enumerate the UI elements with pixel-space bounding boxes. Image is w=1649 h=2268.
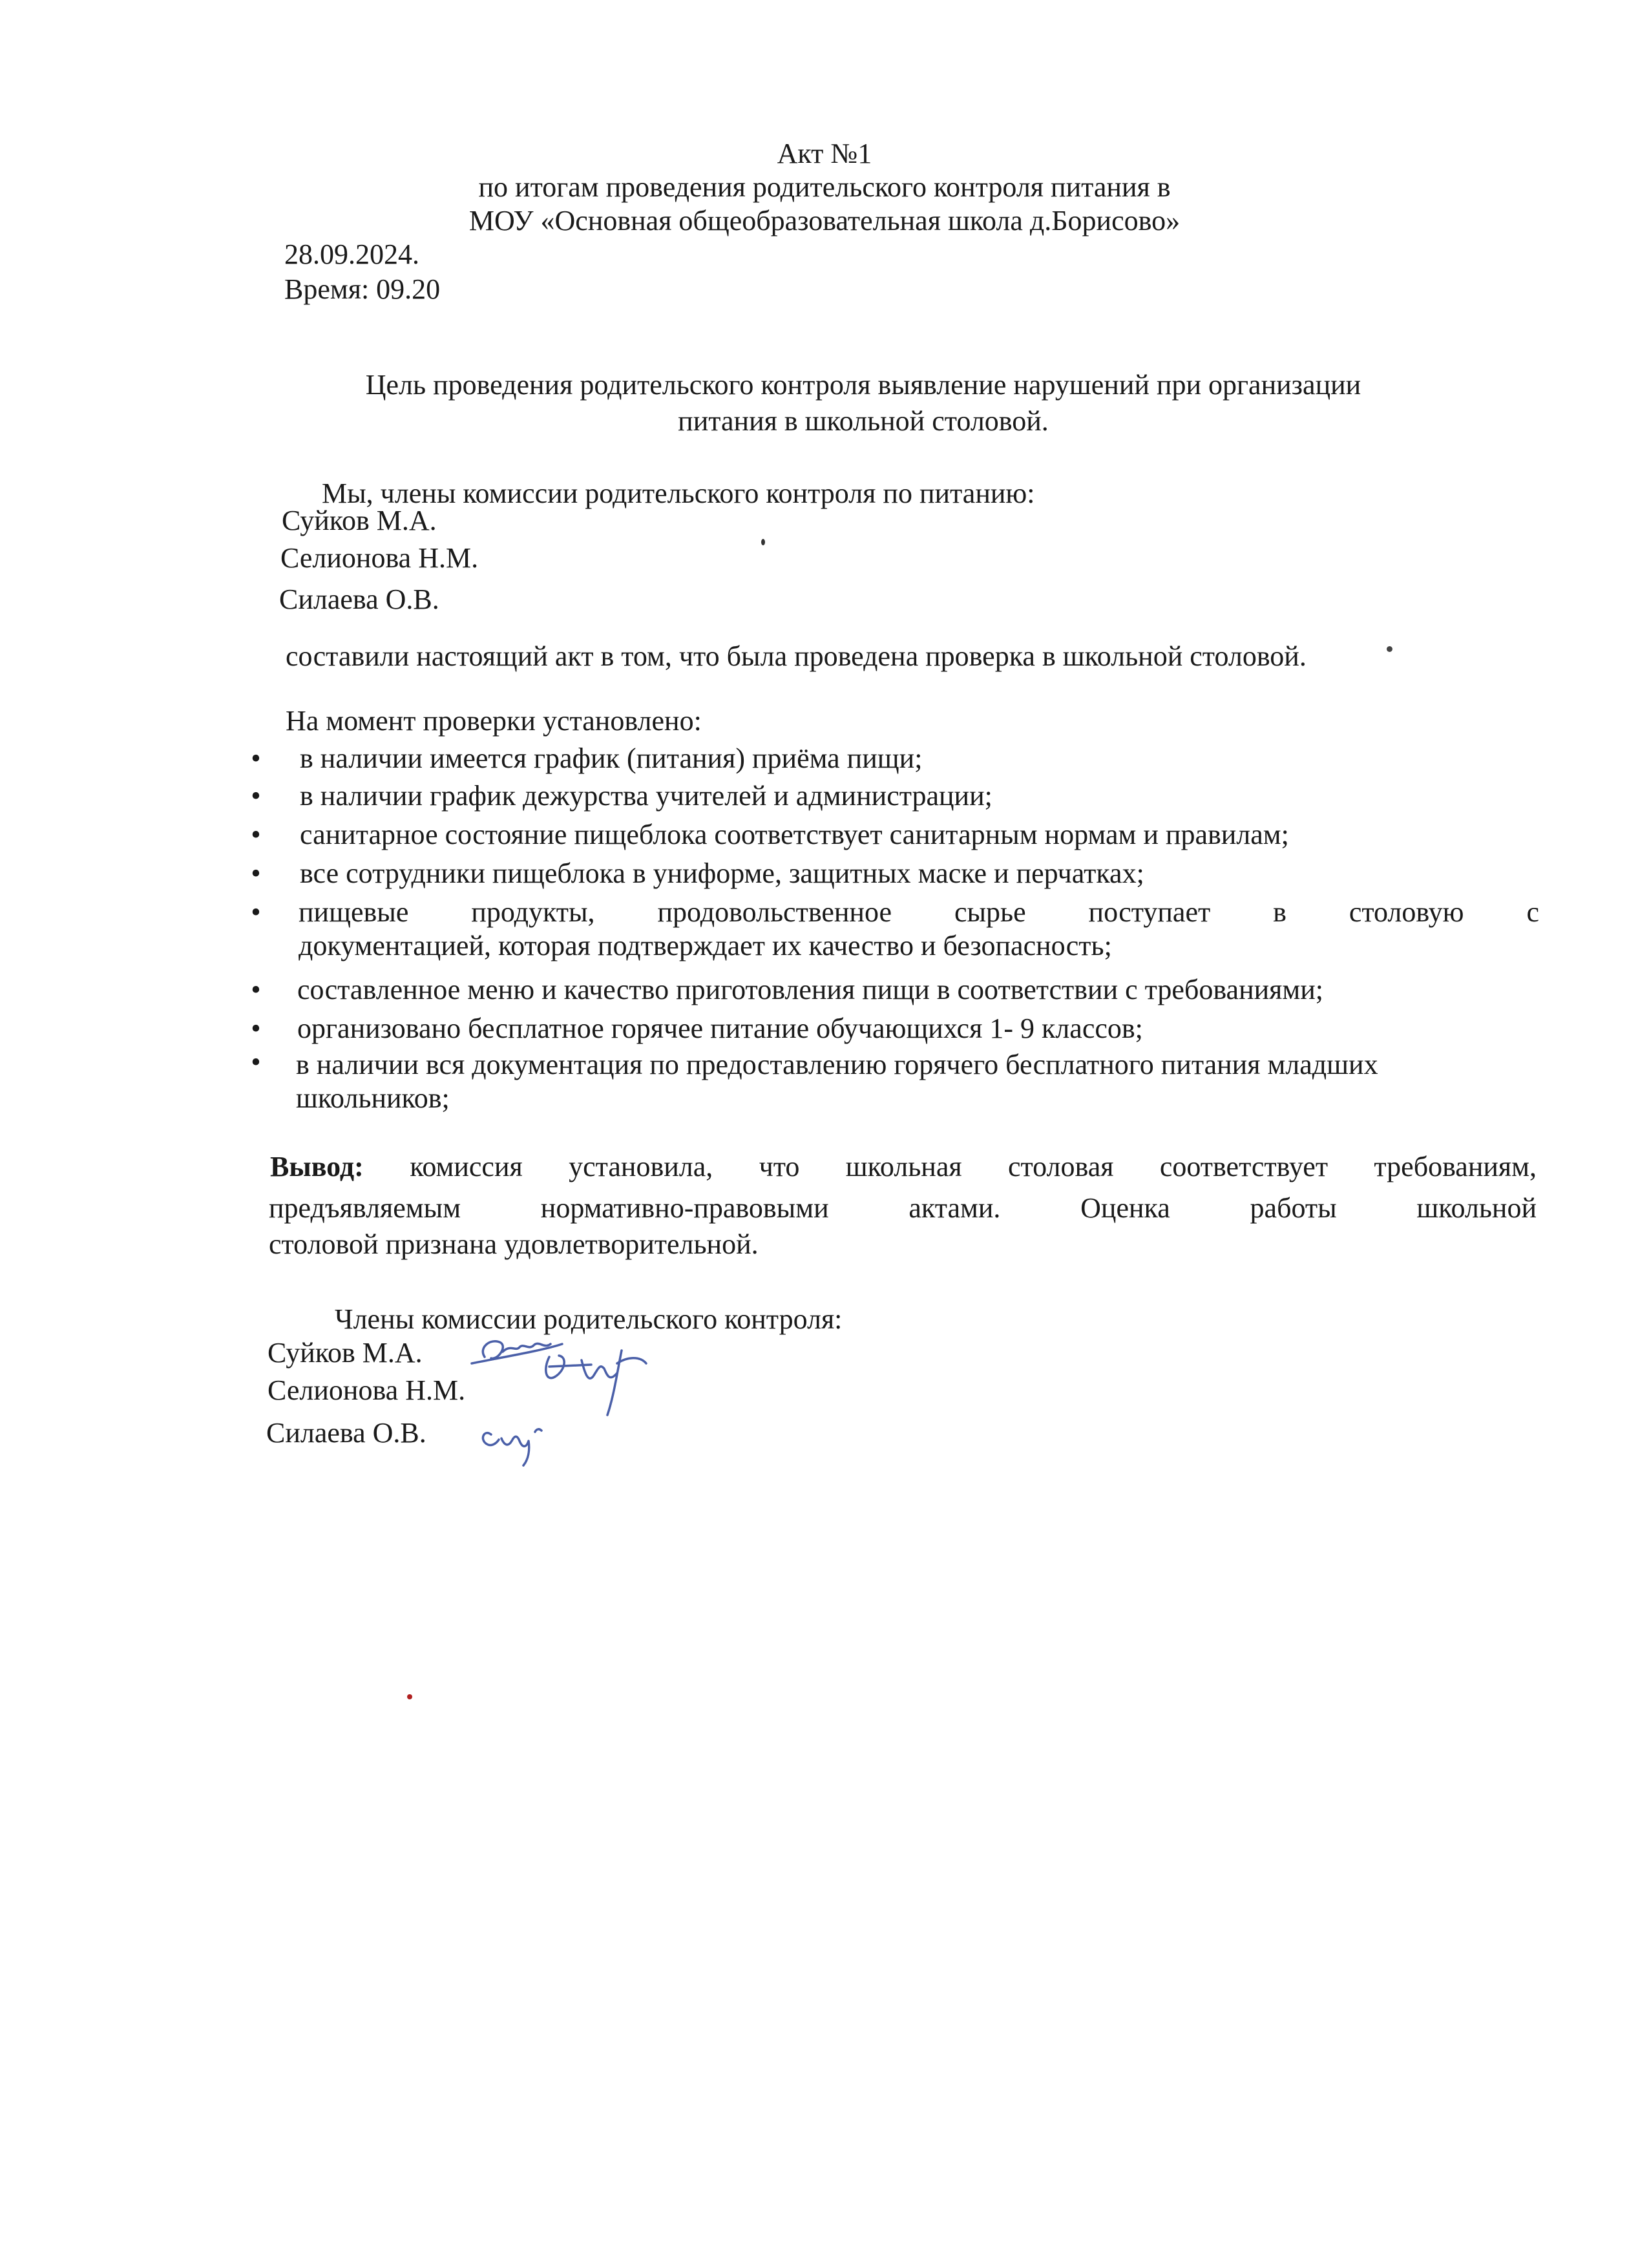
conclusion-line-3: столовой признана удовлетворительной. [269,1228,759,1260]
scan-speck [761,539,765,545]
finding-item-line-2: документацией, которая подтверждает их качество и безопасность; [299,930,1112,961]
purpose-line-2: питания в школьной столовой. [678,405,1049,437]
commission-member-3: Силаева О.В. [279,583,439,615]
bullet-icon: • [251,819,261,850]
signature-member-3: Силаева О.В. [266,1417,426,1449]
conclusion-line-1 [270,1150,1537,1184]
conclusion-label: Вывод: [270,1151,364,1182]
signature-member-1: Суйков М.А. [268,1337,423,1369]
signature-stroke-2 [546,1350,646,1415]
bullet-icon: • [251,742,261,774]
finding-item-line-1: в наличии вся документация по предоставлению горячего бесплатного питания младших [296,1049,1378,1080]
finding-item-line-1: пищевые продукты, продовольственное сырье поступает в столовую с [299,896,1539,928]
finding-item: санитарное состояние пищеблока соответствует санитарным нормам и правилам; [300,819,1289,850]
bullet-icon: • [251,1046,261,1078]
finding-item: организовано бесплатное горячее питание обучающихся 1- 9 классов; [297,1013,1143,1044]
finding-item: все сотрудники пищеблока в униформе, защитных маске и перчатках; [300,857,1144,889]
findings-heading: На момент проверки установлено: [286,705,702,737]
document-subtitle-line-2: МОУ «Основная общеобразовательная школа д.Борисово» [468,205,1181,236]
commission-intro: Мы, члены комиссии родительского контроля по питанию: [322,478,1035,509]
signature-stroke-3 [483,1429,541,1465]
bullet-icon: • [251,857,261,889]
finding-item-line-2: школьников; [296,1082,450,1114]
act-time: Время: 09.20 [284,273,441,305]
finding-item: составленное меню и качество приготовления пищи в соответствии с требованиями; [297,974,1324,1005]
document-subtitle-line-1: по итогам проведения родительского контроля питания в [478,171,1171,203]
commission-statement: составили настоящий акт в том, что была проведена проверка в школьной столовой. [286,640,1307,672]
scan-speck [1387,646,1392,652]
scan-speck-red [407,1694,412,1699]
purpose-line-1: Цель проведения родительского контроля выявление нарушений при организации [365,369,1361,401]
finding-item: в наличии график дежурства учителей и администрации; [300,780,993,812]
bullet-icon: • [251,974,261,1005]
conclusion-text-1: комиссия установила, что школьная столовая соответствует требованиям, [410,1151,1537,1182]
commission-member-1: Суйков М.А. [282,505,437,536]
bullet-icon: • [251,1013,261,1044]
bullet-icon: • [251,780,261,812]
document-title: Акт №1 [777,138,872,169]
bullet-icon: • [251,896,261,928]
finding-item: в наличии имеется график (питания) приёма пищи; [300,742,923,774]
commission-member-2: Селионова Н.М. [280,542,479,574]
signature-member-2: Селионова Н.М. [268,1374,466,1406]
handwritten-signature-group [452,1312,672,1467]
conclusion-line-2: предъявляемым нормативно-правовыми актами. Оценка работы школьной [269,1192,1537,1224]
act-date: 28.09.2024. [284,238,419,270]
signatures-heading: Члены комиссии родительского контроля: [335,1303,843,1335]
